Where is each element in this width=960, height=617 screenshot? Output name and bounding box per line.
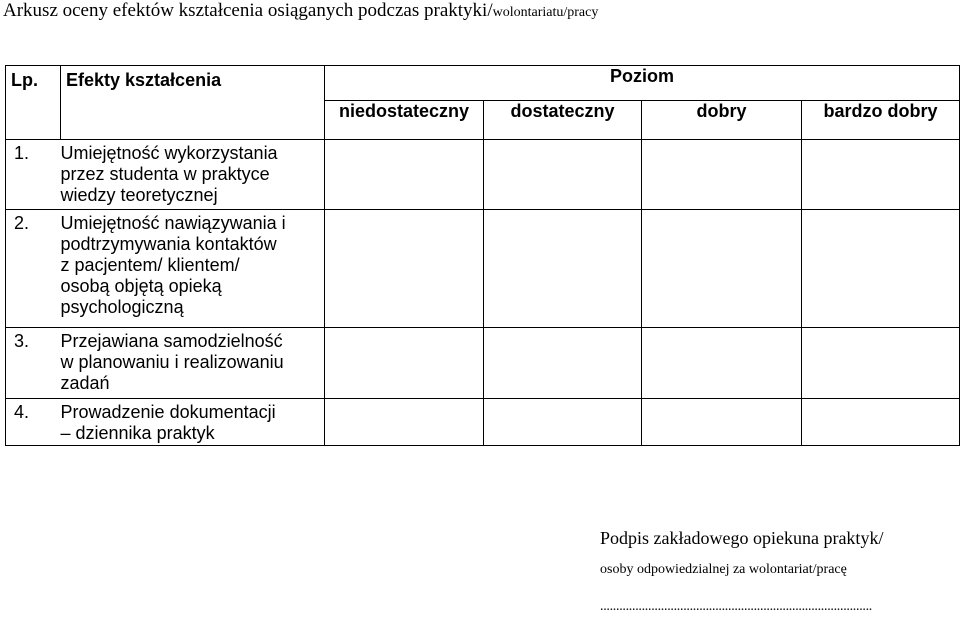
grade-cell[interactable] bbox=[325, 399, 484, 446]
document-title bbox=[3, 0, 598, 24]
row-line: przez studenta w praktyce bbox=[60, 164, 270, 184]
grade-cell[interactable] bbox=[325, 210, 484, 328]
row-number: 2. bbox=[6, 210, 61, 328]
row-number: 4. bbox=[6, 399, 61, 446]
signature-title: Podpis zakładowego opiekuna praktyk/ bbox=[600, 528, 884, 548]
grade-cell[interactable] bbox=[642, 210, 802, 328]
row-line: podtrzymywania kontaktów bbox=[60, 234, 277, 254]
grade-cell[interactable] bbox=[642, 328, 802, 399]
signature-block bbox=[600, 525, 883, 617]
grade-cell[interactable] bbox=[484, 399, 642, 446]
table-row bbox=[6, 328, 960, 399]
row-line: psychologiczną bbox=[60, 297, 184, 317]
grade-cell[interactable] bbox=[484, 210, 642, 328]
grade-cell[interactable] bbox=[802, 399, 960, 446]
row-line: Przejawiana samodzielność bbox=[60, 331, 283, 351]
assessment-table bbox=[5, 65, 960, 446]
row-line: osobą objętą opieką bbox=[60, 276, 222, 296]
table-row bbox=[6, 210, 960, 328]
col-header-effects: Efekty kształcenia bbox=[61, 66, 325, 140]
document-title-main: Arkusz oceny efektów kształcenia osiąganych podczas praktyki/ bbox=[3, 0, 493, 21]
row-line: Prowadzenie dokumentacji bbox=[60, 402, 276, 422]
grade-cell[interactable] bbox=[642, 140, 802, 210]
row-line: Umiejętność nawiązywania i bbox=[60, 213, 286, 233]
level-header-good: dobry bbox=[642, 101, 802, 140]
grade-cell[interactable] bbox=[484, 140, 642, 210]
grade-cell[interactable] bbox=[325, 328, 484, 399]
row-description bbox=[61, 210, 325, 328]
grade-cell[interactable] bbox=[802, 140, 960, 210]
level-header-sufficient: dostateczny bbox=[484, 101, 642, 140]
grade-cell[interactable] bbox=[325, 140, 484, 210]
level-header-very-good: bardzo dobry bbox=[802, 101, 960, 140]
table-row bbox=[6, 140, 960, 210]
row-line: Umiejętność wykorzystania bbox=[60, 143, 278, 163]
header-row-main bbox=[6, 66, 960, 101]
row-number: 3. bbox=[6, 328, 61, 399]
row-line: zadań bbox=[60, 373, 110, 393]
row-description bbox=[61, 140, 325, 210]
grade-cell[interactable] bbox=[802, 328, 960, 399]
signature-line[interactable]: ..................................................................................... bbox=[600, 599, 873, 614]
table-row bbox=[6, 399, 960, 446]
grade-cell[interactable] bbox=[802, 210, 960, 328]
row-line: wiedzy teoretycznej bbox=[60, 185, 218, 205]
row-line: w planowaniu i realizowaniu bbox=[60, 352, 284, 372]
row-description bbox=[61, 328, 325, 399]
level-header-insufficient: niedostateczny bbox=[325, 101, 484, 140]
row-number: 1. bbox=[6, 140, 61, 210]
document-title-small: wolontariatu/pracy bbox=[492, 5, 599, 20]
row-line: – dziennika praktyk bbox=[60, 423, 215, 443]
col-header-level: Poziom bbox=[325, 66, 960, 101]
grade-cell[interactable] bbox=[484, 328, 642, 399]
row-line: z pacjentem/ klientem/ bbox=[60, 255, 240, 275]
col-header-lp: Lp. bbox=[6, 66, 61, 140]
signature-subtitle: osoby odpowiedzialnej za wolontariat/pracę bbox=[600, 562, 847, 577]
row-description bbox=[61, 399, 325, 446]
grade-cell[interactable] bbox=[642, 399, 802, 446]
